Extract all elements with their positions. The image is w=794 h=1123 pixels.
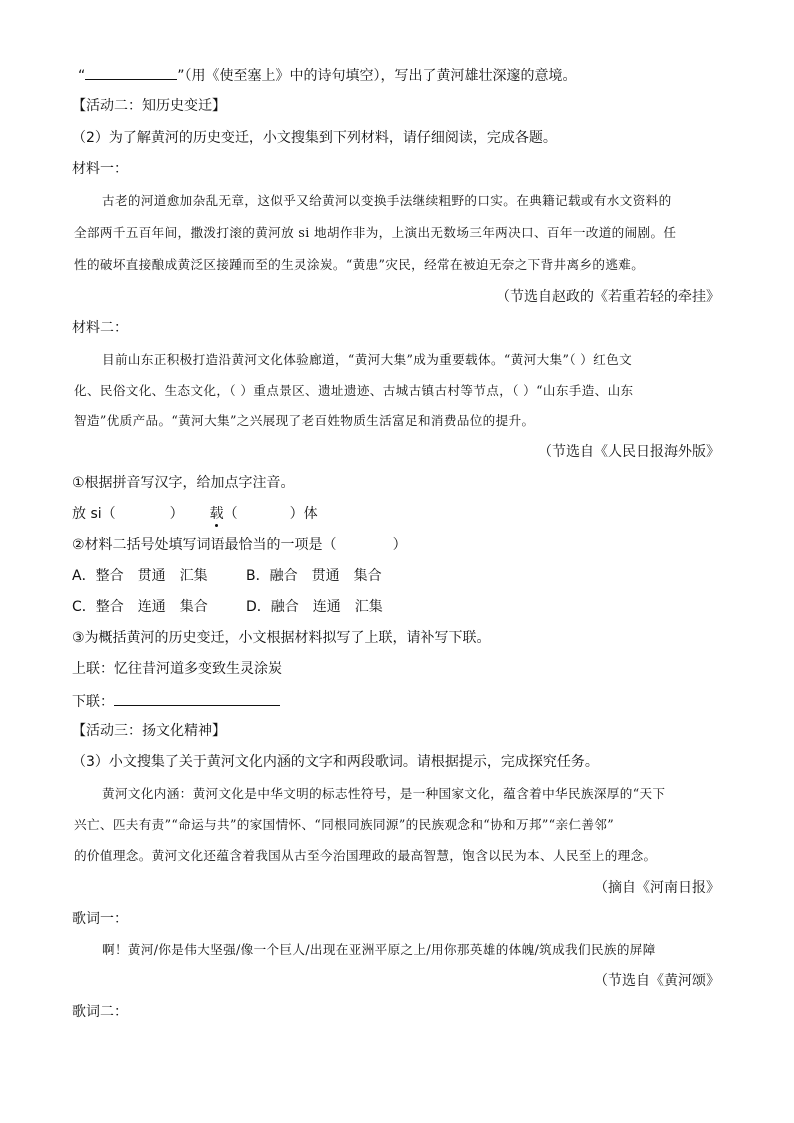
lyric1-source: （节选自《黄河颂》	[594, 973, 720, 989]
couplet-lower-label: 下联：	[72, 694, 114, 710]
activity3-title: 【活动三：扬文化精神】	[72, 723, 226, 739]
material1-line	[74, 223, 676, 243]
couplet-lower-blank[interactable]	[114, 690, 280, 706]
option-a[interactable]: A．整合 贯通 汇集	[72, 568, 208, 584]
question-2: （2）为了解黄河的历史变迁，小文搜集到下列材料，请仔细阅读，完成各题。	[72, 130, 557, 146]
option-d[interactable]: D．融合 连通 汇集	[246, 599, 383, 615]
lyric2-label: 歌词二：	[72, 1004, 128, 1020]
dotted-char: 载	[209, 506, 224, 522]
material1-line: 性的破坏直接酿成黄泛区接踵而至的生灵涂炭。“黄患”灾民，经常在被迫无奈之下背井离乡的逃难。	[74, 257, 645, 272]
pinyin-row	[72, 504, 318, 524]
subquestion-3: ③为概括黄河的历史变迁，小文根据材料拟写了上联，请补写下联。	[72, 630, 491, 646]
material1-label: 材料一：	[72, 161, 128, 177]
lyric1-text: 啊！黄河/你是伟大坚强/像一个巨人/出现在亚洲平原之上/用你那英雄的体魄/筑成我们民族的屏障	[102, 942, 656, 957]
material1-line-part: 全部两千五百年间，撒泼打滚的黄河放 si 地胡作非为，上演出无数场三年两决口、百年一改道的闹剧。任	[74, 225, 677, 240]
word1-prefix: 放 si（	[72, 506, 116, 522]
subquestion-2-close: ）	[392, 537, 407, 553]
culture-line: 黄河文化内涵：黄河文化是中华文明的标志性符号，是一种国家文化，蕴含着中华民族深厚的“天下	[102, 786, 666, 801]
culture-line: 的价值理念。黄河文化还蕴含着我国从古至今治国理政的最高智慧，饱含以民为本、人民至上的理念。	[74, 848, 657, 863]
culture-source: （摘自《河南日报》	[594, 880, 720, 896]
lyric1-label: 歌词一：	[72, 911, 128, 927]
question-3: （3）小文搜集了关于黄河文化内涵的文字和两段歌词。请根据提示，完成探究任务。	[72, 754, 599, 770]
poem-fill-line	[78, 64, 577, 86]
subquestion-2	[72, 535, 407, 555]
word2-suffix: ）体	[289, 506, 318, 522]
couplet-upper: 上联：忆往昔河道多变致生灵涂炭	[72, 661, 282, 677]
word2-paren: （	[223, 506, 238, 522]
subquestion-1: ①根据拼音写汉字，给加点字注音。	[72, 475, 295, 491]
material1-source: （节选自赵政的《若重若轻的牵挂》	[496, 289, 720, 305]
open-quote: “	[78, 68, 86, 84]
culture-line: 兴亡、匹夫有责”“命运与共”的家国情怀、“同根同族同源”的民族观念和“协和万邦”“亲仁善邻”	[74, 817, 615, 832]
material2-line: 化、民俗文化、生态文化，（ ）重点景区、遗址遗迹、古城古镇古村等节点，（ ）“山东手造、山东	[74, 383, 634, 398]
close-quote: ”	[177, 68, 185, 84]
subquestion-2-text: ②材料二括号处填写词语最恰当的一项是（	[72, 537, 337, 553]
material2-line: 智造”优质产品。“黄河大集”之兴展现了老百姓物质生活富足和消费品位的提升。	[74, 413, 535, 428]
material2-label: 材料二：	[72, 320, 128, 336]
option-c[interactable]: C．整合 连通 集合	[72, 599, 208, 615]
material2-source: （节选自《人民日报海外版》	[538, 444, 720, 460]
word1-suffix: ）	[169, 506, 184, 522]
material2-line: 目前山东正积极打造沿黄河文化体验廊道，“黄河大集”成为重要载体。“黄河大集”（ ）红色文	[102, 352, 633, 367]
material1-line: 古老的河道愈加杂乱无章，这似乎又给黄河以变换手法继续粗野的口实。在典籍记载或有水文资料的	[102, 193, 672, 208]
poem-answer-blank[interactable]	[85, 64, 177, 80]
activity2-title: 【活动二：知历史变迁】	[72, 98, 226, 114]
poem-fill-text: （用《使至塞上》中的诗句填空），写出了黄河雄壮深邃的意境。	[184, 68, 577, 84]
couplet-lower-row	[72, 690, 280, 712]
option-b[interactable]: B．融合 贯通 集合	[246, 568, 382, 584]
